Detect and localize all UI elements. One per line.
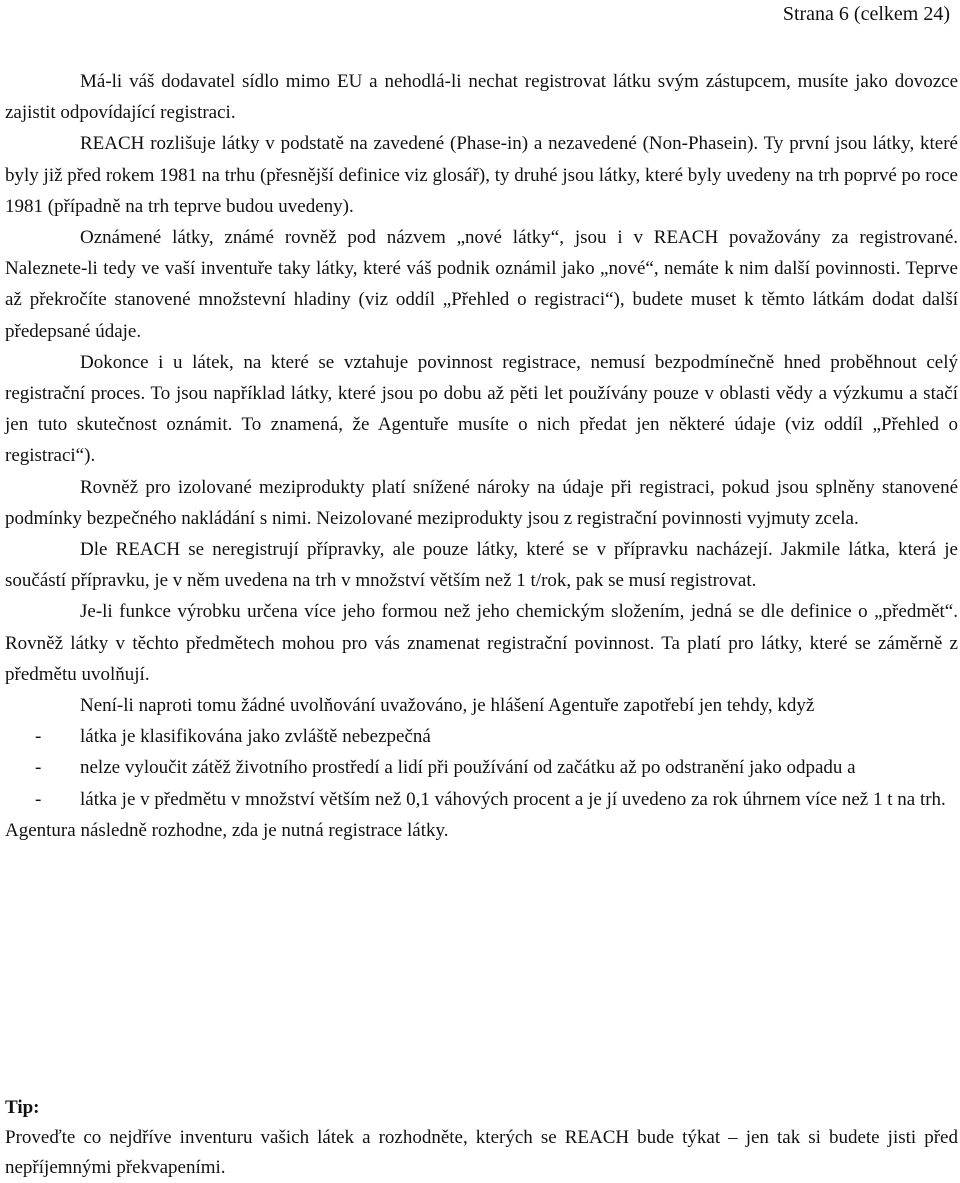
paragraph-preparations: Dle REACH se neregistrují přípravky, ale pouze látky, které se v přípravku nacházejí. Jakmile látka, která je součástí přípravku, je v něm uvedena na trh v množství větším než 1 t/rok, pak se musí registrovat. [5, 539, 958, 592]
paragraph-phase-in: REACH rozlišuje látky v podstatě na zavedené (Phase-in) a nezavedené (Non-Phasein). Ty první jsou látky, které byly již před rokem 1981 na trhu (přesnější definice viz glosář), ty druhé jsou látky, které byly uvedeny na trh poprvé po roce 1981 (případně na trh teprve budou uvedeny). [5, 133, 958, 217]
tip-box [5, 1093, 958, 1183]
list-dash: - [35, 788, 42, 810]
paragraph-notification: Není-li naproti tomu žádné uvolňování uvažováno, je hlášení Agentuře zapotřebí jen tehdy, když [80, 695, 815, 717]
list-item [5, 721, 958, 752]
condition-list [5, 721, 958, 815]
tip-title: Tip: [5, 1097, 40, 1118]
tip-text: Proveďte co nejdříve inventuru vašich látek a rozhodněte, kterých se REACH bude týkat – jen tak si budete jisti před nepříjemnými překvapeními. [5, 1127, 958, 1178]
list-item-text: látka je klasifikována jako zvláště nebezpečná [80, 726, 431, 748]
paragraph-research-exemption: Dokonce i u látek, na které se vztahuje povinnost registrace, nemusí bezpodmínečně hned proběhnout celý registrační proces. To jsou například látky, které jsou po dobu až pěti let používány pouze v oblasti vědy a výzkumu a stačí jen tuto skutečnost oznámit. To znamená, že Agentuře musíte o nich předat jen některé údaje (viz oddíl „Přehled o registraci“). [5, 351, 958, 467]
paragraph-supplier: Má-li váš dodavatel sídlo mimo EU a nehodlá-li nechat registrovat látku svým zástupcem, musíte jako dovozce zajistit odpovídající registraci. [5, 71, 958, 124]
list-item-text: látka je v předmětu v množství větším než 0,1 váhových procent a je jí uvedeno za rok úhrnem více než 1 t na trh. [80, 788, 946, 810]
list-dash: - [35, 757, 42, 779]
list-dash: - [35, 726, 42, 748]
paragraph-closing: Agentura následně rozhodne, zda je nutná registrace látky. [5, 819, 449, 841]
paragraph-articles: Je-li funkce výrobku určena více jeho formou než jeho chemickým složením, jedná se dle definice o „předmět“. Rovněž látky v těchto předmětech mohou pro vás znamenat registrační povinnost. Ta platí pro látky, které se záměrně z předmětu uvolňují. [5, 601, 958, 685]
paragraph-intermediates: Rovněž pro izolované meziprodukty platí snížené nároky na údaje při registraci, pokud jsou splněny stanovené podmínky bezpečného nakládání s nimi. Neizolované meziprodukty jsou z registrační povinnosti vyjmuty zcela. [5, 476, 958, 529]
list-item [5, 752, 958, 783]
list-item [5, 784, 958, 815]
page-number: Strana 6 (celkem 24) [782, 3, 950, 25]
list-item-text: nelze vyloučit zátěž životního prostředí a lidí při používání od začátku až po odstranění jako odpadu a [80, 757, 856, 779]
paragraph-notified-substances: Oznámené látky, známé rovněž pod názvem „nové látky“, jsou i v REACH považovány za registrované. Naleznete-li tedy ve vaší inventuře taky látky, které váš podnik oznámil jako „nové“, nemáte k nim další povinnosti. Teprve až překročíte stanovené množstevní hladiny (viz oddíl „Přehled o registraci“), budete muset k těmto látkám dodat další předepsané údaje. [5, 227, 958, 342]
document-body [5, 66, 958, 846]
